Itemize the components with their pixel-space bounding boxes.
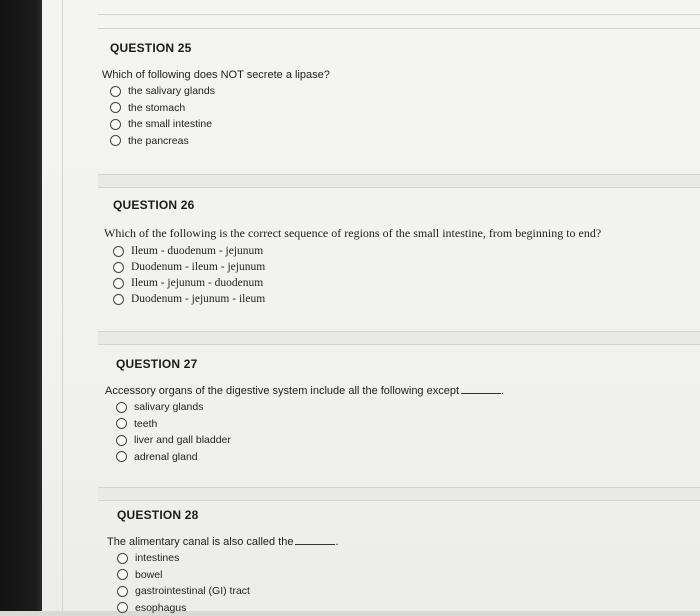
answer-option[interactable]	[116, 399, 504, 416]
option-label: salivary glands	[134, 401, 203, 413]
option-label: Ileum - duodenum - jejunum	[131, 245, 263, 257]
radio-button[interactable]	[117, 586, 128, 597]
option-label: the salivary glands	[128, 85, 215, 97]
option-label: the pancreas	[128, 135, 189, 147]
question-title: QUESTION 26	[113, 198, 601, 212]
option-label: Duodenum - jejunum - ileum	[131, 293, 265, 305]
answer-option[interactable]	[113, 259, 601, 275]
divider	[98, 14, 700, 15]
answer-option[interactable]	[110, 116, 330, 133]
answer-option[interactable]	[110, 83, 330, 100]
answer-option[interactable]	[117, 600, 339, 616]
answer-option[interactable]	[113, 243, 601, 259]
answer-blank	[295, 544, 335, 545]
answer-option[interactable]	[117, 583, 339, 600]
question-27	[116, 357, 504, 465]
question-separator	[98, 331, 700, 345]
question-26	[113, 198, 601, 307]
radio-button[interactable]	[117, 569, 128, 580]
question-separator	[98, 174, 700, 188]
radio-button[interactable]	[117, 602, 128, 613]
option-label: bowel	[135, 569, 162, 581]
radio-button[interactable]	[110, 102, 121, 113]
option-label: gastrointestinal (GI) tract	[135, 585, 250, 597]
answer-option[interactable]	[117, 567, 339, 584]
radio-button[interactable]	[113, 278, 124, 289]
radio-button[interactable]	[110, 119, 121, 130]
question-prompt: Accessory organs of the digestive system include all the following except .	[105, 385, 504, 397]
question-title: QUESTION 27	[116, 357, 504, 371]
radio-button[interactable]	[116, 451, 127, 462]
answer-option[interactable]	[116, 449, 504, 466]
radio-button[interactable]	[113, 294, 124, 305]
radio-button[interactable]	[116, 418, 127, 429]
question-separator	[98, 487, 700, 501]
divider	[98, 28, 700, 29]
answer-option[interactable]	[110, 100, 330, 117]
radio-button[interactable]	[116, 402, 127, 413]
radio-button[interactable]	[110, 86, 121, 97]
option-label: the stomach	[128, 102, 185, 114]
radio-button[interactable]	[113, 262, 124, 273]
prompt-text: Accessory organs of the digestive system include all the following except	[105, 385, 459, 397]
radio-button[interactable]	[110, 135, 121, 146]
option-label: esophagus	[135, 602, 186, 614]
answer-option[interactable]	[117, 550, 339, 567]
radio-button[interactable]	[113, 246, 124, 257]
question-title: QUESTION 25	[110, 41, 330, 55]
answer-option[interactable]	[116, 416, 504, 433]
content-border	[62, 0, 63, 611]
screen-bezel	[0, 0, 42, 611]
option-label: Duodenum - ileum - jejunum	[131, 261, 265, 273]
answer-option[interactable]	[116, 432, 504, 449]
question-prompt: Which of following does NOT secrete a lipase?	[102, 69, 330, 81]
question-prompt: Which of the following is the correct sequence of regions of the small intestine, from beginning to end?	[104, 226, 601, 241]
radio-button[interactable]	[117, 553, 128, 564]
option-label: intestines	[135, 552, 179, 564]
question-28	[117, 508, 339, 616]
option-label: adrenal gland	[134, 451, 198, 463]
question-25	[110, 41, 330, 149]
option-label: the small intestine	[128, 118, 212, 130]
prompt-text: The alimentary canal is also called the	[107, 536, 293, 548]
option-label: Ileum - jejunum - duodenum	[131, 277, 263, 289]
answer-blank	[461, 393, 501, 394]
answer-option[interactable]	[110, 133, 330, 150]
answer-option[interactable]	[113, 275, 601, 291]
question-prompt: The alimentary canal is also called the .	[107, 536, 339, 548]
option-label: teeth	[134, 418, 157, 430]
radio-button[interactable]	[116, 435, 127, 446]
option-label: liver and gall bladder	[134, 434, 231, 446]
question-title: QUESTION 28	[117, 508, 339, 522]
answer-option[interactable]	[113, 291, 601, 307]
